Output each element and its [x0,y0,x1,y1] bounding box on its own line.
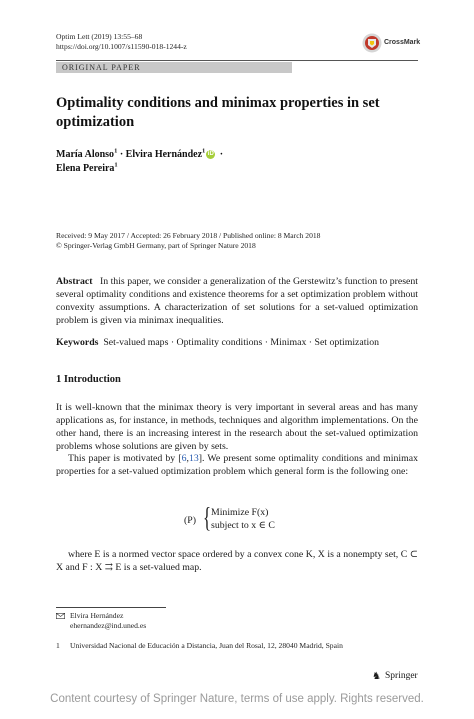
problem-label: (P) [184,515,196,526]
paragraph-text: This paper is motivated by [ [68,453,182,464]
article-type-label: ORIGINAL PAPER [62,63,141,72]
author-name[interactable]: María Alonso [56,149,115,160]
footnote-rule [56,607,166,608]
keywords-label: Keywords [56,337,99,348]
abstract-label: Abstract [56,276,93,287]
corresponding-author: Elvira Hernández [70,611,124,620]
affiliation-text: Universidad Nacional de Educación a Distancia, Juan del Rosal, 12, 28040 Madrid, Spain [70,641,343,650]
author-name[interactable]: Elena Pereira [56,163,115,174]
problem-constraint: subject to x ∈ C [211,520,275,531]
author-affil-marker: 1 [114,161,118,169]
corresponding-email[interactable]: ehernandez@ind.uned.es [70,621,147,630]
author-affil-marker: 1 [202,147,206,155]
copyright-notice: © Springer-Verlag GmbH Germany, part of Springer Nature 2018 [56,241,256,250]
journal-citation: Optim Lett (2019) 13:55–68 [56,32,143,41]
orcid-icon[interactable]: iD [207,151,214,158]
keywords-text: Set-valued maps · Optimality conditions · Minimax · Set optimization [103,337,379,348]
publisher-logo [372,670,432,684]
paragraph-text: ]. We present some optimality conditions and minimax properties for a set-valued optimization problem which general form is the following one: [56,453,418,477]
affiliation-number: 1 [56,641,60,650]
crossmark-badge[interactable] [362,33,442,55]
author-separator: · [217,149,224,160]
publisher-name: Springer [385,671,418,681]
brace: { [203,503,212,534]
crossmark-label: CrossMark [384,39,421,46]
paragraph: where E is a normed vector space ordered by a convex cone K, X is a nonempty set, C ⊂ X and F : X ⇉ E is a set-valued map. [56,549,418,573]
article-type-banner [56,62,292,73]
keywords [56,337,418,350]
doi-link[interactable]: https://doi.org/10.1007/s11590-018-1244-z [56,42,187,51]
publication-dates: Received: 9 May 2017 / Accepted: 26 February 2018 / Published online: 8 March 2018 [56,231,321,240]
paragraph: It is well-known that the minimax theory is very important in several areas and has many applications as, for instance, in methods, techniques and algorithm implementations. On the other hand, there is an increasing interest in the research about the set-valued optimization problems whose solutions are given by sets. [56,402,418,452]
citation-link[interactable]: 6 [181,453,187,464]
author-separator: · [117,149,126,160]
author-affil-marker: 1 [114,147,118,155]
author-list [56,148,418,176]
paragraph [56,453,418,479]
author-name[interactable]: Elvira Hernández [125,149,203,160]
header-rule [56,60,418,61]
crossmark-icon [362,33,382,53]
problem-objective: Minimize F(x) [211,507,269,518]
optimization-problem [184,503,324,536]
section-heading: 1 Introduction [56,374,121,385]
citation-link[interactable]: 13 [188,453,199,464]
courtesy-watermark: Content courtesy of Springer Nature, terms of use apply. Rights reserved. [50,693,424,705]
springer-horse-icon: ♞ [372,671,381,682]
abstract-text: In this paper, we consider a generalization of the Gerstewitz’s function to present several optimality conditions and existence theorems for a set optimization problem without convexity assumptions. A characterization of set solutions for a set-valued optimization problem is given via minimax inequalities. [56,276,418,326]
paper-title: Optimality conditions and minimax properties in set optimization [56,95,380,130]
citation-separator: , [186,453,189,464]
envelope-icon [56,613,65,619]
abstract [56,276,418,328]
